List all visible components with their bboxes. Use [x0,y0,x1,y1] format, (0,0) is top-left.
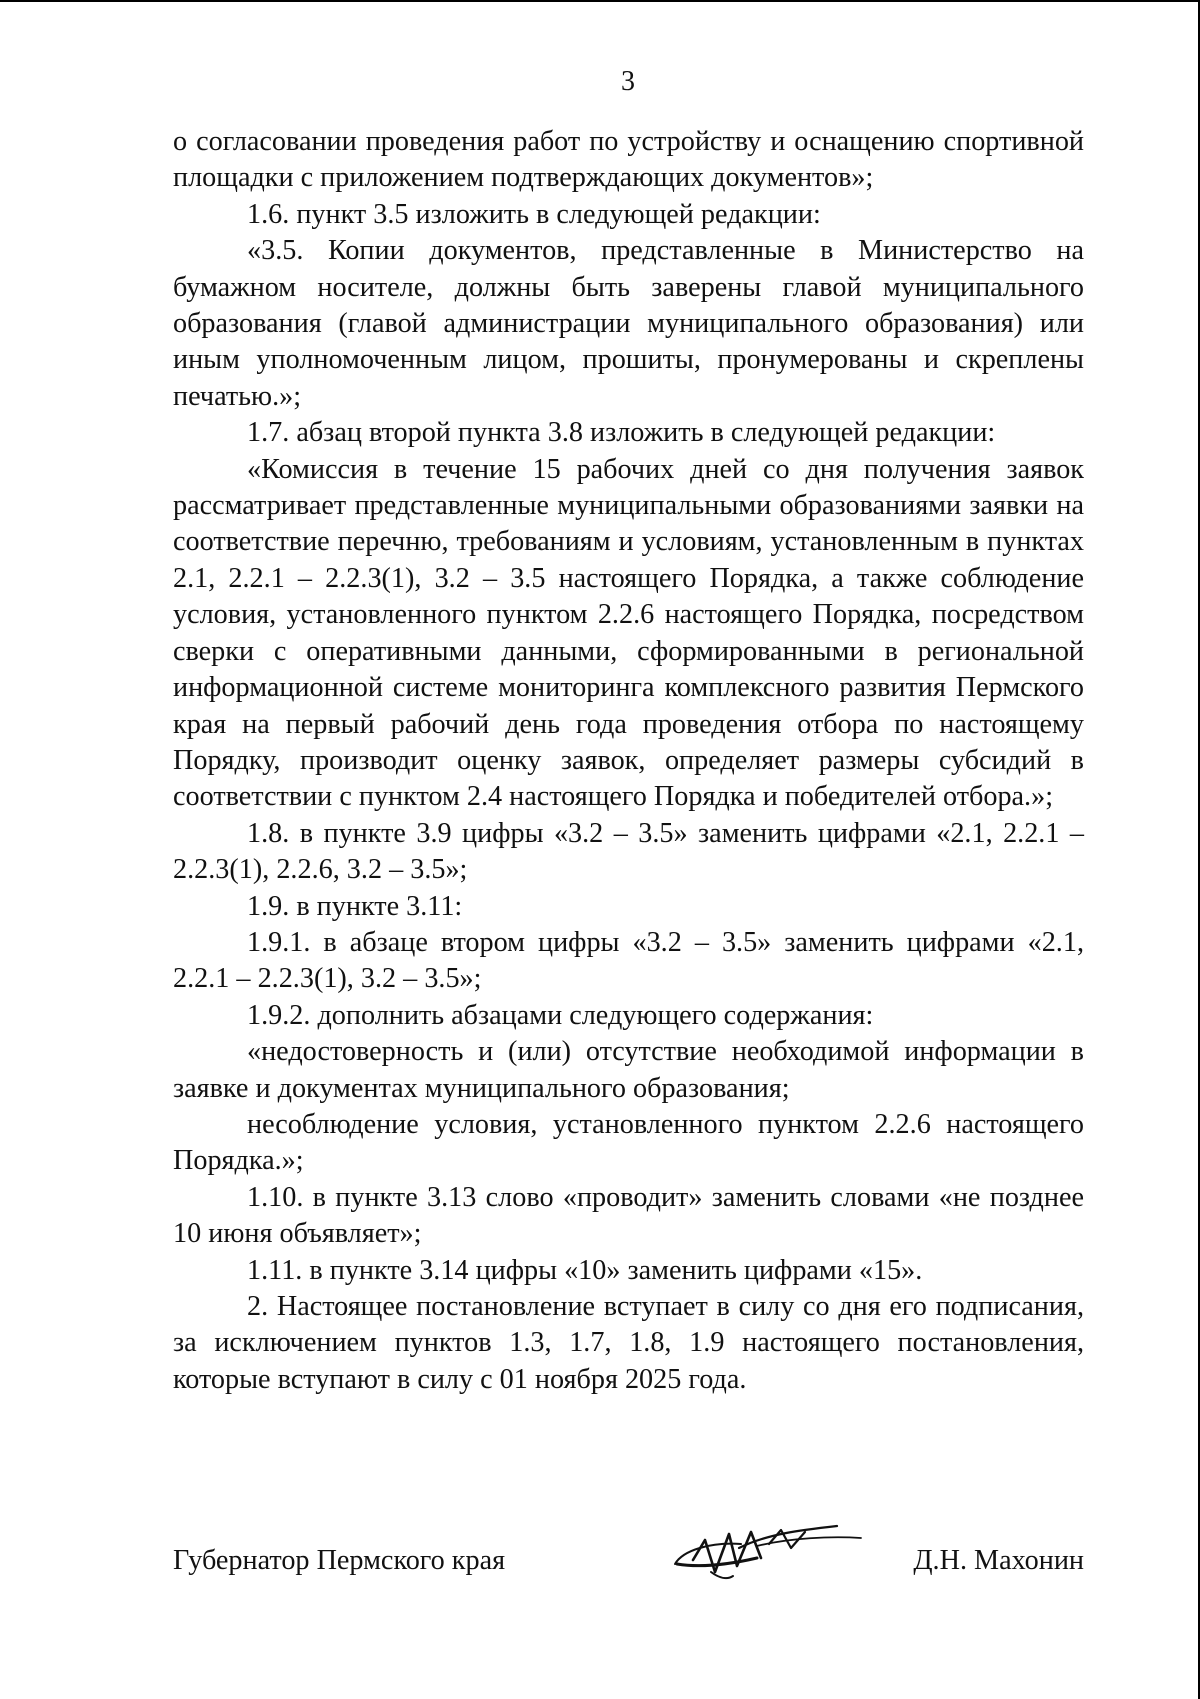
paragraph-item-1-9-1: 1.9.1. в абзаце втором цифры «3.2 – 3.5» заменить цифрами «2.1, 2.2.1 – 2.2.3(1), 3.2 – 3.5»; [173,926,1084,995]
signatory-position: Губернатор Пермского края [173,1545,506,1576]
paragraph-quote-noncompliance: несоблюдение условия, установленного пунктом 2.2.6 настоящего Порядка.»; [173,1108,1084,1177]
signatory-name: Д.Н. Махонин [913,1545,1084,1576]
handwritten-signature-icon [671,1520,863,1586]
document-body [173,124,1084,1398]
paragraph-continuation: о согласовании проведения работ по устройству и оснащению спортивной площадки с приложением подтверждающих документов»; [173,126,1084,194]
paragraph-item-1-7: 1.7. абзац второй пункта 3.8 изложить в следующей редакции: [247,417,996,449]
page-number: 3 [621,66,635,97]
paragraph-item-1-9: 1.9. в пункте 3.11: [247,890,463,922]
paragraph-quote-3-5: «3.5. Копии документов, представленные в Министерство на бумажном носителе, должны быть заверены главой муниципального образования (главой администрации муниципального образования) или иным уполномоченным лицом, прошиты, пронумерованы и скреплены печатью.»; [173,235,1084,412]
paragraph-quote-commission: «Комиссия в течение 15 рабочих дней со дня получения заявок рассматривает представленные муниципальными образованиями заявки на соответствие перечню, требованиям и условиям, установленным в пунктах 2.1, 2.2.1 – 2.2.3(1), 3.2 – 3.5 настоящего Порядка, а также соблюдение условия, установленного пунктом 2.2.6 настоящего Порядка, посредством сверки с оперативными данными, сформированными в региональной информационной системе мониторинга комплексного развития Пермского края на первый рабочий день года проведения отбора по настоящему Порядку, производит оценку заявок, определяет размеры субсидий в соответствии с пунктом 2.4 настоящего Порядка и победителей отбора.»; [173,453,1084,813]
paragraph-item-1-8: 1.8. в пункте 3.9 цифры «3.2 – 3.5» заменить цифрами «2.1, 2.2.1 – 2.2.3(1), 2.2.6, 3.2 – 3.5»; [173,817,1084,886]
paragraph-item-1-10: 1.10. в пункте 3.13 слово «проводит» заменить словами «не позднее 10 июня объявляет»; [173,1181,1084,1250]
signature-block [173,1543,1084,1583]
paragraph-item-2: 2. Настоящее постановление вступает в силу со дня его подписания, за исключением пунктов 1.3, 1.7, 1.8, 1.9 настоящего постановления, которые вступают в силу с 01 ноября 2025 года. [173,1291,1084,1395]
paragraph-quote-unreliability: «недостоверность и (или) отсутствие необходимой информации в заявке и документах муниципального образования; [173,1036,1084,1104]
paragraph-item-1-9-2: 1.9.2. дополнить абзацами следующего содержания: [247,999,874,1031]
paragraph-item-1-6: 1.6. пункт 3.5 изложить в следующей редакции: [247,198,821,230]
paragraph-item-1-11: 1.11. в пункте 3.14 цифры «10» заменить цифрами «15». [247,1254,923,1286]
